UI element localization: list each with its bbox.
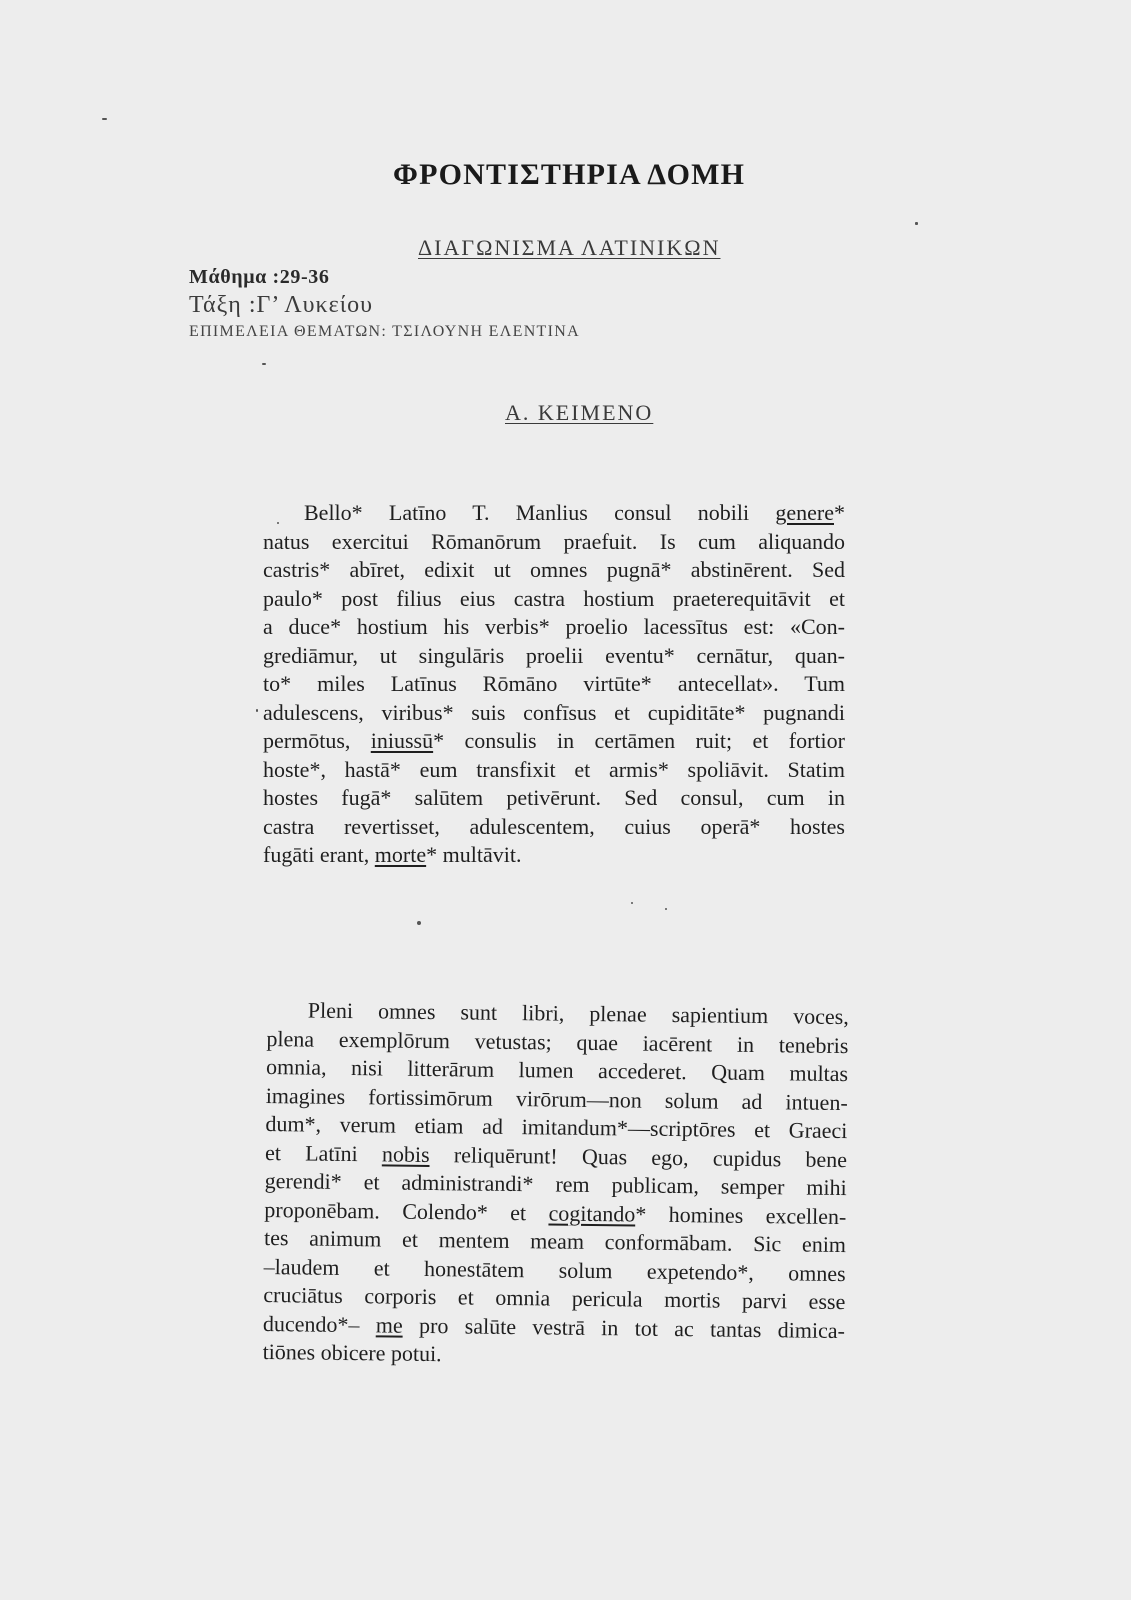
- exam-editor: ΕΠΙΜΕΛΕΙΑ ΘΕΜΑΤΩΝ: ΤΣΙΛΟΥΝΗ ΕΛΕΝΤΙΝΑ: [189, 323, 580, 340]
- text-line: [263, 613, 845, 642]
- line-text: castris* abīret, edixit ut omnes pugnā* abstinērent. Sed: [263, 557, 845, 582]
- line-text: permōtus,: [263, 728, 371, 753]
- text-line: [263, 699, 845, 728]
- line-text: dum*, verum etiam ad imitandum*—scriptōres et Graeci: [265, 1110, 848, 1144]
- line-text: paulo* post filius eius castra hostium praeterequitāvit et: [263, 585, 845, 611]
- line-text: fugāti erant,: [263, 842, 375, 867]
- latin-passage-2: [262, 996, 848, 1374]
- line-text: tiōnes obicere potui.: [262, 1338, 442, 1367]
- line-text: gerendi* et administrandi* rem publicam, semper mihi: [264, 1167, 847, 1201]
- underlined-word: cogitando: [548, 1199, 636, 1227]
- text-line: [263, 813, 845, 842]
- line-text: Bello* Latīno T. Manlius consul nobili: [304, 500, 776, 525]
- line-text: * homines excellen-: [635, 1201, 847, 1229]
- line-text: * consulis in certāmen ruit; et fortior: [433, 728, 845, 753]
- text-line: [263, 499, 845, 528]
- underlined-word: genere: [775, 500, 834, 525]
- line-text: * multāvit.: [426, 842, 522, 867]
- line-text: hoste*, hastā* eum transfixit et armis* spoliāvit. Statim: [263, 756, 845, 782]
- line-text: castra revertisset, adulescentem, cuius operā* hostes: [263, 813, 845, 839]
- underlined-word: iniussū: [370, 728, 434, 753]
- line-text: *: [834, 500, 845, 525]
- line-text: omnia, nisi litterārum lumen accederet. Quam multas: [265, 1053, 849, 1087]
- scan-speck: [262, 363, 266, 365]
- line-text: reliquērunt! Quas ego, cupidus bene: [429, 1141, 848, 1172]
- scan-speck: [102, 118, 107, 120]
- class-level: Τάξη :Γ’ Λυκείου: [189, 292, 374, 318]
- line-text: cruciātus corporis et omnia pericula mortis parvi esse: [263, 1281, 846, 1315]
- line-text: natus exercitui Rōmanōrum praefuit. Is cum aliquando: [263, 528, 845, 554]
- line-text: hostes fugā* salūtem petivērunt. Sed consul, cum in: [263, 785, 845, 810]
- line-text: et Latīni: [264, 1139, 383, 1166]
- exam-title: ΔΙΑΓΩΝΙΣΜΑ ΛΑΤΙΝΙΚΩΝ: [418, 235, 721, 260]
- line-text: proponēbam. Colendo* et: [264, 1196, 549, 1225]
- underlined-word: nobis: [381, 1140, 430, 1167]
- line-text: a duce* hostium his verbis* proelio lacessītus est: «Con-: [263, 614, 845, 639]
- latin-passage-1: [263, 499, 845, 870]
- text-line: [263, 556, 845, 585]
- underlined-word: morte: [374, 842, 427, 867]
- section-heading: Α. ΚΕΙΜΕΝΟ: [505, 400, 654, 425]
- lesson-range: Μάθημα :29-36: [189, 266, 330, 288]
- line-text: tes animum et mentem meam conformābam. Sic enim: [263, 1224, 847, 1258]
- text-line: [263, 784, 845, 813]
- line-text: grediāmur, ut singulāris proelii eventu* cernātur, quan-: [263, 642, 845, 668]
- institute-name: ΦΡΟΝΤΙΣΤΗΡΙΑ ΔΟΜΗ: [393, 158, 746, 191]
- text-line: [263, 585, 845, 614]
- line-text: to* miles Latīnus Rōmāno virtūte* antecellat». Tum: [263, 671, 845, 696]
- scan-speck: [256, 709, 258, 712]
- line-text: pro salūte vestrā in tot ac tantas dimica-: [402, 1312, 846, 1343]
- scan-speck: [417, 921, 421, 925]
- line-text: adulescens, viribus* suis confīsus et cupiditāte* pugnandi: [263, 699, 845, 725]
- text-line: [263, 528, 845, 557]
- text-line: [263, 727, 845, 756]
- line-text: –laudem et honestātem solum expetendo*, omnes: [263, 1253, 846, 1286]
- underlined-word: me: [375, 1311, 403, 1338]
- scan-speck: [665, 908, 667, 910]
- line-text: ducendo*–: [262, 1310, 377, 1337]
- line-text: plena exemplōrum vetustas; quae iacērent in tenebris: [266, 1025, 849, 1058]
- text-line: [263, 670, 845, 699]
- scan-speck: [631, 902, 633, 904]
- scan-speck: [915, 222, 918, 225]
- text-line: [263, 841, 845, 870]
- line-text: imagines fortissimōrum virōrum—non solum ad intuen-: [265, 1082, 848, 1115]
- text-line: [263, 642, 845, 671]
- line-text: Pleni omnes sunt libri, plenae sapientium voces,: [307, 997, 849, 1030]
- text-line: [263, 756, 845, 785]
